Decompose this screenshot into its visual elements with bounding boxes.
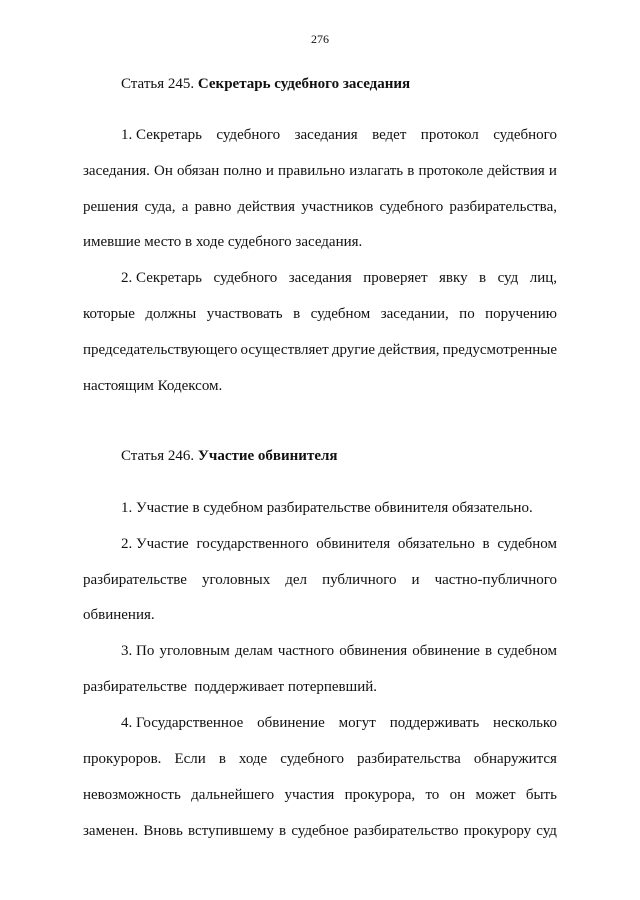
word: частного: [277, 643, 335, 659]
word: разбирательства: [357, 751, 461, 767]
word: государственного: [196, 536, 309, 552]
word: поручению: [485, 306, 557, 322]
word: разбирательства,: [449, 199, 557, 215]
word: дел: [285, 572, 308, 588]
article-246-p4-line4: [83, 822, 557, 840]
word: другие: [331, 342, 376, 358]
article-245-p2-line4: настоящим Кодексом.: [83, 378, 223, 394]
word: судебного: [379, 199, 444, 215]
word: правильно: [277, 163, 346, 179]
page-number: 276: [311, 32, 329, 46]
word: осуществляет: [240, 342, 329, 358]
word: в: [479, 270, 487, 286]
article-246-title: Участие обвинителя: [197, 448, 338, 464]
article-246-p4-line2: [83, 750, 557, 768]
word: Он: [154, 163, 173, 179]
word: судебном: [497, 643, 557, 659]
word: проверяет: [363, 270, 428, 286]
article-245-p2-line3: [83, 341, 557, 359]
word: судебного: [493, 127, 557, 143]
word: заменен.: [83, 823, 139, 839]
word: заседания: [288, 270, 352, 286]
word: обнаружится: [473, 751, 557, 767]
word: заседании,: [380, 306, 449, 322]
word: судебном: [310, 306, 371, 322]
word: делам: [234, 643, 273, 659]
word: несколько: [493, 715, 557, 731]
word: прокурора,: [344, 787, 416, 803]
word: и: [411, 572, 420, 588]
word: судебного: [213, 270, 278, 286]
word: по: [459, 306, 475, 322]
word: Если: [174, 751, 206, 767]
word: обязан: [176, 163, 220, 179]
article-245-prefix: Статья 245.: [121, 76, 198, 92]
article-246-p2-line1: [121, 535, 557, 553]
word: и: [548, 163, 557, 179]
word: участвовать: [206, 306, 283, 322]
word: разбирательстве: [83, 572, 187, 588]
word: действия: [487, 163, 545, 179]
word: Вновь: [143, 823, 183, 839]
article-246-p3-line2: разбирательстве поддерживает потерпевший.: [83, 679, 377, 695]
word: разбирательство: [353, 823, 459, 839]
article-245-p1-line2: [83, 162, 557, 180]
word: в: [407, 163, 415, 179]
word: ходе: [238, 751, 268, 767]
word: и: [265, 163, 274, 179]
word: дальнейшего: [191, 787, 275, 803]
word: равно: [194, 199, 232, 215]
article-246-p2-line2: [83, 571, 557, 589]
word: в: [293, 306, 301, 322]
word: предусмотренные: [442, 342, 557, 358]
word: он: [449, 787, 466, 803]
word: явку: [439, 270, 468, 286]
word: заседания: [294, 127, 358, 143]
word: могут: [338, 715, 376, 731]
word: суда,: [144, 199, 176, 215]
word: частно-публичного: [434, 572, 557, 588]
word: 4. Государственное: [121, 715, 244, 731]
word: 2. Участие: [121, 536, 189, 552]
article-245-title: Секретарь судебного заседания: [197, 76, 411, 92]
word: действия: [237, 199, 296, 215]
word: в: [279, 823, 287, 839]
word: обвинение: [412, 643, 480, 659]
word: уголовным: [159, 643, 230, 659]
word: лиц,: [529, 270, 557, 286]
word: прокурору: [463, 823, 532, 839]
word: излагать: [349, 163, 404, 179]
word: судебного: [280, 751, 344, 767]
article-245-p1-line3: [83, 198, 557, 216]
word: решения: [83, 199, 139, 215]
word: должны: [145, 306, 197, 322]
article-246-p3-line1: [121, 642, 557, 660]
word: 2. Секретарь: [121, 270, 203, 286]
word: председательствующего: [83, 342, 238, 358]
word: судебного: [216, 127, 281, 143]
word: которые: [83, 306, 135, 322]
word: а: [181, 199, 189, 215]
word: обязательно: [397, 536, 475, 552]
word: в: [218, 751, 226, 767]
word: обвинение: [257, 715, 325, 731]
word: суд: [536, 823, 557, 839]
article-245-heading: [121, 76, 410, 93]
article-245-p2-line2: [83, 305, 557, 323]
word: суд: [497, 270, 519, 286]
word: в: [482, 536, 490, 552]
word: может: [475, 787, 516, 803]
word: обвинения: [339, 643, 408, 659]
word: судебном: [497, 536, 557, 552]
word: действия,: [378, 342, 440, 358]
article-245-p2-line1: [121, 269, 557, 287]
word: в: [485, 643, 493, 659]
word: публичного: [322, 572, 397, 588]
word: ведет: [372, 127, 407, 143]
word: полно: [223, 163, 262, 179]
word: невозможность: [83, 787, 181, 803]
word: поддерживать: [389, 715, 480, 731]
word: то: [425, 787, 440, 803]
word: вступившему: [188, 823, 274, 839]
article-245-p1-line1: [121, 126, 557, 144]
word: участников: [301, 199, 374, 215]
article-246-p4-line1: [121, 714, 557, 732]
word: протокол: [420, 127, 479, 143]
article-246-p4-line3: [83, 786, 557, 804]
word: участия: [284, 787, 335, 803]
article-246-p1-line1: 1. Участие в судебном разбирательстве обвинителя обязательно.: [121, 500, 533, 516]
word: быть: [525, 787, 557, 803]
word: судебное: [291, 823, 349, 839]
word: протоколе: [418, 163, 484, 179]
article-246-prefix: Статья 246.: [121, 448, 198, 464]
word: 3. По: [121, 643, 155, 659]
article-246-heading: [121, 448, 338, 465]
word: прокуроров.: [83, 751, 162, 767]
word: заседания.: [83, 163, 150, 179]
word: 1. Секретарь: [121, 127, 203, 143]
word: обвинителя: [316, 536, 391, 552]
word: уголовных: [201, 572, 271, 588]
article-245-p1-line4: имевшие место в ходе судебного заседания.: [83, 234, 363, 250]
article-246-p2-line3: обвинения.: [83, 607, 155, 623]
